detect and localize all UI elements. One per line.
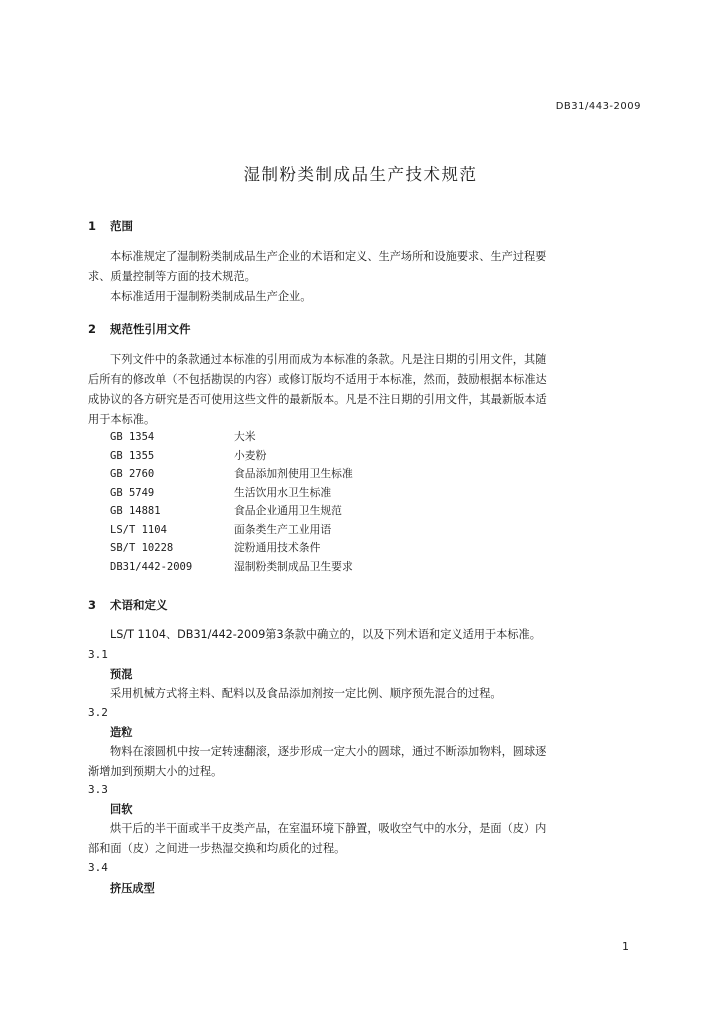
paragraph-line: 下列文件中的条款通过本标准的引用而成为本标准的条款。凡是注日期的引用文件，其随 bbox=[110, 353, 547, 366]
term-label: 回软 bbox=[110, 803, 133, 816]
reference-name: 湿制粉类制成品卫生要求 bbox=[234, 559, 353, 573]
subsection-number: 3.4 bbox=[88, 861, 108, 874]
section-title: 规范性引用文件 bbox=[110, 322, 191, 336]
term-definition: 采用机械方式将主料、配料以及食品添加剂按一定比例、顺序预先混合的过程。 bbox=[110, 687, 502, 700]
section-title: 术语和定义 bbox=[110, 598, 168, 612]
document-code: DB31/443-2009 bbox=[555, 101, 641, 112]
reference-code: GB 1354 bbox=[110, 431, 155, 443]
subsection-number: 3.2 bbox=[88, 706, 108, 719]
page-number: 1 bbox=[622, 940, 629, 953]
paragraph-line: 本标准规定了湿制粉类制成品生产企业的术语和定义、生产场所和设施要求、生产过程要 bbox=[110, 250, 547, 263]
reference-name: 淀粉通用技术条件 bbox=[234, 541, 321, 554]
reference-item bbox=[110, 502, 353, 521]
reference-code: GB 2760 bbox=[110, 468, 155, 480]
paragraph-line: 用于本标准。 bbox=[88, 413, 156, 426]
reference-item bbox=[110, 465, 353, 484]
reference-name: 大米 bbox=[234, 430, 256, 443]
subsection-number: 3.3 bbox=[88, 783, 108, 796]
section-3-heading bbox=[88, 597, 168, 613]
paragraph-line: LS/T 1104、DB31/442-2009第3条款中确立的，以及下列术语和定义适用于本标准。 bbox=[110, 628, 541, 641]
section-number: 2 bbox=[88, 322, 97, 336]
term-definition: 渐增加到预期大小的过程。 bbox=[88, 765, 223, 778]
paragraph-line: 求、质量控制等方面的技术规范。 bbox=[88, 270, 256, 283]
term-definition: 物料在滚圆机中按一定转速翻滚，逐步形成一定大小的圆球，通过不断添加物料，圆球逐 bbox=[110, 745, 547, 758]
reference-code: DB31/442-2009 bbox=[110, 560, 193, 573]
reference-item bbox=[110, 484, 353, 503]
subsection-number: 3.1 bbox=[88, 648, 108, 661]
reference-name: 食品企业通用卫生规范 bbox=[234, 504, 342, 517]
reference-item bbox=[110, 539, 353, 558]
reference-item bbox=[110, 447, 353, 466]
term-definition: 部和面（皮）之间进一步热湿交换和均质化的过程。 bbox=[88, 842, 346, 855]
reference-item bbox=[110, 428, 353, 447]
reference-name: 生活饮用水卫生标准 bbox=[234, 485, 332, 499]
reference-name: 小麦粉 bbox=[234, 448, 267, 462]
reference-item bbox=[110, 558, 353, 577]
section-number: 1 bbox=[88, 219, 97, 233]
reference-code: LS/T 1104 bbox=[110, 523, 167, 536]
term-label: 挤压成型 bbox=[110, 882, 155, 895]
section-2-heading bbox=[88, 321, 191, 337]
section-number: 3 bbox=[88, 598, 97, 612]
reference-name: 面条类生产工业用语 bbox=[234, 522, 332, 536]
paragraph-line: 本标准适用于湿制粉类制成品生产企业。 bbox=[110, 290, 312, 303]
reference-name: 食品添加剂使用卫生标准 bbox=[234, 467, 353, 480]
paragraph-line: 后所有的修改单（不包括勘误的内容）或修订版均不适用于本标准，然而，鼓励根据本标准达 bbox=[88, 373, 547, 386]
section-title: 范围 bbox=[110, 219, 133, 233]
reference-list bbox=[110, 428, 353, 576]
reference-code: GB 5749 bbox=[110, 486, 155, 499]
document-title: 湿制粉类制成品生产技术规范 bbox=[243, 165, 478, 184]
reference-code: SB/T 10228 bbox=[110, 542, 174, 554]
reference-code: GB 1355 bbox=[110, 449, 155, 462]
paragraph-line: 成协议的各方研究是否可使用这些文件的最新版本。凡是不注日期的引用文件，其最新版本适 bbox=[88, 393, 547, 406]
section-1-heading bbox=[88, 218, 133, 234]
reference-item bbox=[110, 521, 353, 540]
term-label: 预混 bbox=[110, 668, 133, 681]
reference-code: GB 14881 bbox=[110, 505, 161, 517]
term-definition: 烘干后的半干面或半干皮类产品，在室温环境下静置，吸收空气中的水分，是面（皮）内 bbox=[110, 822, 547, 835]
term-label: 造粒 bbox=[110, 726, 133, 739]
